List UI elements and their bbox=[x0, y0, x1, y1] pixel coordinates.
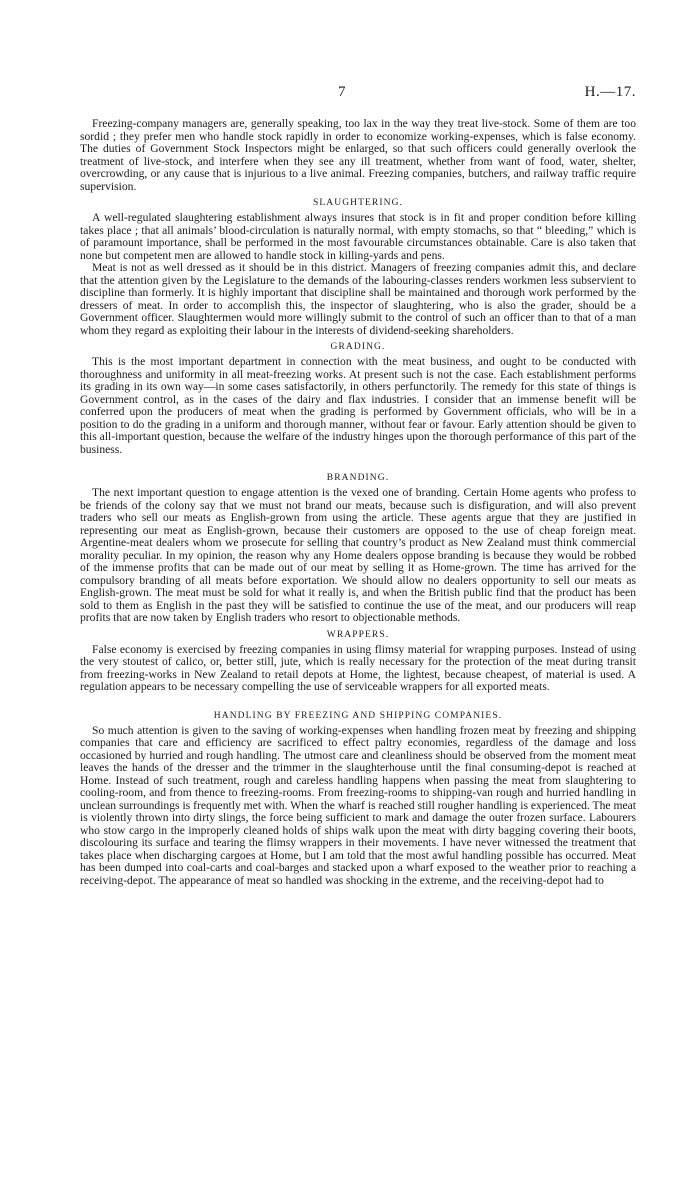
document-reference: H.—17. bbox=[584, 84, 636, 100]
section-heading-branding: BRANDING. bbox=[326, 473, 390, 483]
grading-paragraph: This is the most important department in connection with the meat business, and ought to be conducted with thoroughness and uniformity in all meat-freezing works. At present such is not the case. Each establishment performs its grading in its own way—in some cases satisfactorily, in others perfunctorily. The remedy for this state of things is Government control, as in the cases of the dairy and flax industries. I consider that an immense benefit will be conferred upon the producers of meat when the grading is performed by Government officials, who will be in a position to do the grading in a uniform and thorough manner, without fear or favour. Early attention should be given to this all-important question, because the welfare of the industry hinges upon the thorough performance of this part of the business. bbox=[80, 355, 636, 456]
intro-paragraph: Freezing-company managers are, generally speaking, too lax in the way they treat live-stock. Some of them are too sordid ; they prefer men who handle stock rapidly in order to economize working-expenses, which is false economy. The duties of Government Stock Inspectors might be enlarged, so that such officers could generally overlook the treatment of live-stock, and interfere when they see any ill treatment, whether from want of food, water, shelter, overcrowding, or any cause that is injurious to a live animal. Freezing companies, butchers, and railway traffic require supervision. bbox=[80, 117, 636, 193]
section-heading-wrappers: WRAPPERS. bbox=[326, 629, 390, 640]
branding-paragraph: The next important question to engage attention is the vexed one of branding. Certain Home agents who profess to be friends of the colony say that we must not brand our meats, because such is disfiguration, and will also prevent traders who sell our meats as English-grown from using the article. These agents argue that they are justified in representing our meat as English-grown, because their customers are opposed to the use of cheap foreign meat. Argentine-meat dealers whom we prosecute for selling that country’s product as New Zealand must think commercial morality peculiar. In my opinion, the reason why any Home dealers oppose branding is because they would be robbed of the immense profits that can be made out of our meat by selling it as Home-grown. The time has arrived for the compulsory branding of all meats before exportation. We should allow no dealers opportunity to sell our meats as English-grown. The meat must be sold for what it really is, and when the British public find that the product has been sold to them as English in the past they will be satisfied to continue the use of the meat, and our producers will reap profits that are now taken by English traders who resort to objectionable methods. bbox=[80, 486, 636, 624]
document-body bbox=[80, 118, 636, 887]
section-heading-slaughtering: SLAUGHTERING. bbox=[312, 198, 404, 208]
handling-paragraph: So much attention is given to the saving of working-expenses when handling frozen meat by freezing and shipping companies that care and efficiency are sacrificed to effect paltry economies, regardless of the damage and loss occasioned by hurried and rough handling. The utmost care and cleanliness should be observed from the moment meat leaves the hands of the dresser and the trimmer in the slaughterhouse until the final consuming-depot is reached at Home. Instead of such treatment, rough and careless handling happens when passing the meat from slaughtering to cooling-room, and from thence to freezing-rooms. From freezing-rooms to shipping-van rough and hurried handling in unclean surroundings is frequently met with. When the wharf is reached still rougher handling is experienced. The meat is violently thrown into dirty slings, the force being sufficient to mark and damage the outer frozen surface. Labourers who stow cargo in the improperly cleaned holds of ships walk upon the meat with dirty bagging covering their boots, discolouring its surface and tearing the flimsy wrappers in their movements. I have never witnessed the treatment that takes place when discharging cargoes at Home, but I am told that the most awful handling possible has occurred. Meat has been dumped into coal-carts and coal-barges and stacked upon a wharf exposed to the weather prior to reaching a receiving-depot. The appearance of meat so handled was shocking in the extreme, and the receiving-depot had to bbox=[80, 723, 636, 887]
section-heading-grading: GRADING. bbox=[330, 342, 386, 352]
section-heading-handling: HANDLING BY FREEZING AND SHIPPING COMPANIES. bbox=[213, 710, 503, 721]
page-header bbox=[80, 84, 636, 106]
slaughtering-paragraph-1: A well-regulated slaughtering establishment always insures that stock is in fit and proper condition before killing takes place ; that all animals’ blood-circulation is naturally normal, with empty stomachs, so that “ bleeding,” which is of paramount importance, shall be performed in the most favourable circumstances obtainable. Care is also taken that none but competent men are allowed to handle stock in killing-yards and pens. bbox=[80, 211, 636, 262]
slaughtering-paragraph-2: Meat is not as well dressed as it should be in this district. Managers of freezing companies admit this, and declare that the attention given by the Legislature to the demands of the labouring-classes renders workmen less subservient to discipline than formerly. It is highly important that discipline shall be maintained and thorough work performed by the dressers of meat. In order to accomplish this, the inspector of slaughtering, who is also the grader, should be a Government officer. Slaughtermen would more willingly submit to the control of such an officer than to that of a man whom they regard as exploiting their labour in the interests of dividend-seeking shareholders. bbox=[80, 261, 636, 337]
page-number: 7 bbox=[338, 84, 346, 100]
wrappers-paragraph: False economy is exercised by freezing companies in using flimsy material for wrapping purposes. Instead of using the very stoutest of calico, or, better still, jute, which is really necessary for the protection of the meat during transit from freezing-works in New Zealand to retail depots at Home, the lightest, because cheapest, of material is used. A regulation appears to be necessary compelling the use of serviceable wrappers for all exported meats. bbox=[80, 642, 636, 693]
